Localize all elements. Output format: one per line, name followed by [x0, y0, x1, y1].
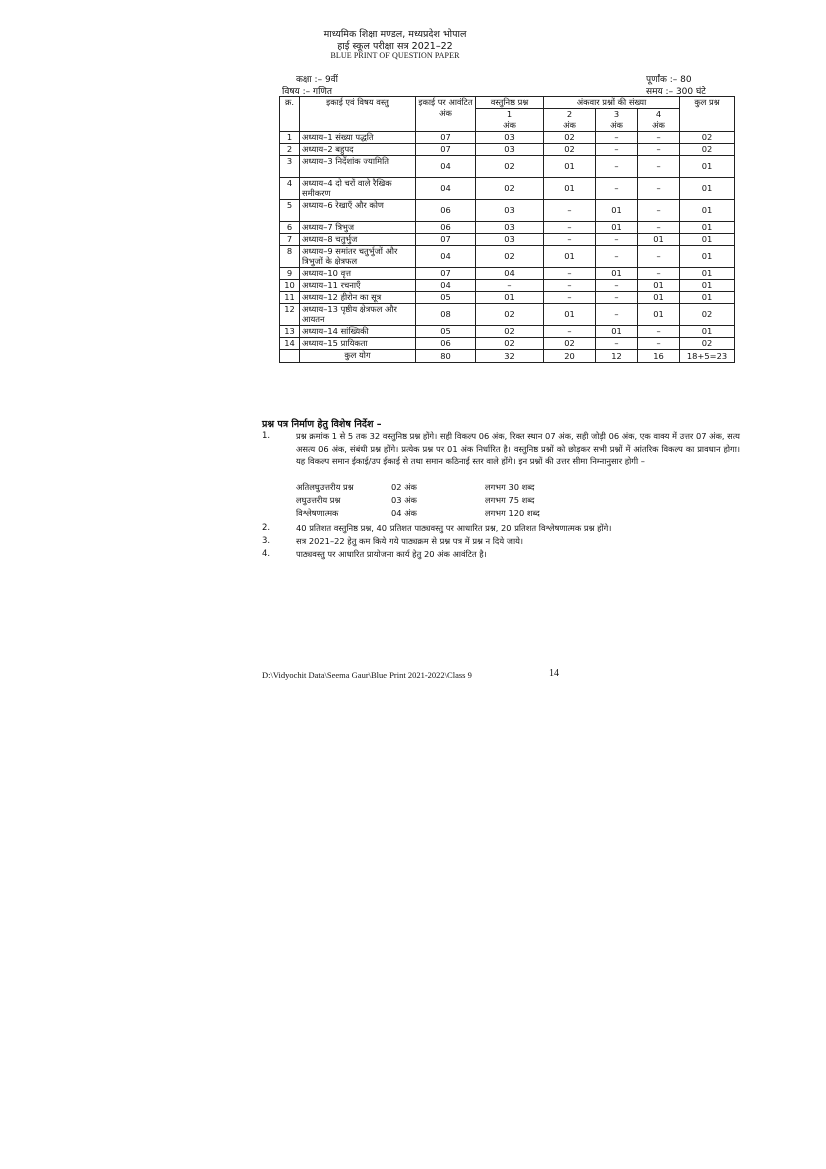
header-total: कुल प्रश्न [680, 97, 735, 132]
header-ank-1: अंक [476, 120, 544, 132]
row-m4: – [638, 325, 680, 337]
row-obj: 04 [476, 267, 544, 279]
row-alloc: 04 [416, 245, 476, 267]
limit-type-3: विश्लेषणात्मक [296, 508, 339, 518]
row-m3: – [596, 303, 638, 325]
header-mark-wise: अंकवार प्रश्नों की संख्या [544, 97, 680, 109]
row-unit: अध्याय–13 पृष्ठीय क्षेत्रफल और आयतन [300, 303, 416, 325]
class-label: कक्षा :– 9वीं [296, 75, 339, 85]
subject-label: विषय :– गणित [282, 87, 333, 97]
limit-marks-1: 02 अंक [391, 482, 417, 492]
row-obj: 02 [476, 303, 544, 325]
row-unit: अध्याय–12 हीरोन का सूत्र [300, 291, 416, 303]
row-m2: 01 [544, 245, 596, 267]
row-m2: – [544, 279, 596, 291]
document-title: BLUE PRINT OF QUESTION PAPER [330, 51, 460, 60]
row-m2: 02 [544, 337, 596, 349]
row-unit: अध्याय–6 रेखाएँ और कोण [300, 199, 416, 221]
row-alloc: 07 [416, 233, 476, 245]
row-alloc: 05 [416, 325, 476, 337]
row-unit: अध्याय–10 वृत्त [300, 267, 416, 279]
page-number: 14 [549, 668, 559, 679]
row-total: 02 [680, 337, 735, 349]
row-total: 01 [680, 233, 735, 245]
row-obj: 02 [476, 325, 544, 337]
row-m2: – [544, 199, 596, 221]
row-alloc: 08 [416, 303, 476, 325]
totals-total: 18+5=23 [680, 349, 735, 362]
limit-words-1: लगभग 30 शब्द [485, 482, 535, 492]
totals-m2: 20 [544, 349, 596, 362]
row-m4: – [638, 199, 680, 221]
instruction-number-3: 3. [262, 536, 271, 546]
instruction-text-2: 40 प्रतिशत वस्तुनिष्ठ प्रश्न, 40 प्रतिशत पाठ्यवस्तु पर आधारित प्रश्न, 20 प्रतिशत विश्लेषणात्मक प्रश्न होंगे। [296, 523, 612, 533]
totals-row [280, 349, 735, 362]
row-m3: – [596, 131, 638, 143]
row-m2: 01 [544, 155, 596, 177]
exam-session: हाई स्कूल परीक्षा सत्र 2021–22 [337, 41, 453, 52]
row-obj: 02 [476, 337, 544, 349]
limit-type-2: लघुउत्तरीय प्रश्न [296, 495, 341, 505]
table-row [280, 303, 735, 325]
row-alloc: 04 [416, 279, 476, 291]
totals-label: कुल योग [300, 349, 416, 362]
row-sno: 4 [280, 177, 300, 199]
row-unit: अध्याय–9 समांतर चतुर्भुजों और त्रिभुजों के क्षेत्रफल [300, 245, 416, 267]
row-m2: – [544, 291, 596, 303]
table-row [280, 233, 735, 245]
instruction-text-4: पाठ्यवस्तु पर आधारित प्रायोजना कार्य हेतु 20 अंक आवंटित है। [296, 549, 487, 559]
row-m4: 01 [638, 279, 680, 291]
totals-alloc: 80 [416, 349, 476, 362]
row-sno: 13 [280, 325, 300, 337]
row-m4: – [638, 131, 680, 143]
time-label: समय :– 300 घंटे [646, 87, 706, 97]
row-m3: 01 [596, 199, 638, 221]
row-sno: 8 [280, 245, 300, 267]
row-m3: – [596, 279, 638, 291]
row-m2: – [544, 267, 596, 279]
row-m3: – [596, 337, 638, 349]
row-total: 02 [680, 143, 735, 155]
row-unit: अध्याय–1 संख्या पद्धति [300, 131, 416, 143]
header-m3: 3 [596, 109, 638, 120]
row-m2: 02 [544, 143, 596, 155]
row-alloc: 07 [416, 143, 476, 155]
header-sno: क्र. [280, 97, 300, 132]
row-alloc: 06 [416, 221, 476, 233]
instructions-title: प्रश्न पत्र निर्माण हेतु विशेष निर्देश – [262, 419, 382, 430]
footer-file-path: D:\Vidyochit Data\Seema Gaur\Blue Print 2021-2022\Class 9 [262, 670, 472, 680]
table-row [280, 337, 735, 349]
row-unit: अध्याय–8 चतुर्भुज [300, 233, 416, 245]
row-obj: 01 [476, 291, 544, 303]
row-total: 01 [680, 177, 735, 199]
row-unit: अध्याय–15 प्रायिकता [300, 337, 416, 349]
row-obj: 03 [476, 199, 544, 221]
row-m2: 01 [544, 177, 596, 199]
row-total: 01 [680, 199, 735, 221]
max-marks-label: पूर्णांक :– 80 [646, 75, 692, 85]
row-total: 02 [680, 303, 735, 325]
row-m4: – [638, 155, 680, 177]
row-sno: 1 [280, 131, 300, 143]
row-unit: अध्याय–7 त्रिभुज [300, 221, 416, 233]
instruction-number-1: 1. [262, 431, 271, 441]
totals-m4: 16 [638, 349, 680, 362]
limit-type-1: अतिलघुउत्तरीय प्रश्न [296, 482, 354, 492]
row-alloc: 07 [416, 131, 476, 143]
row-m4: – [638, 267, 680, 279]
row-alloc: 06 [416, 199, 476, 221]
row-alloc: 05 [416, 291, 476, 303]
table-row [280, 245, 735, 267]
row-m3: 01 [596, 267, 638, 279]
table-row [280, 221, 735, 233]
row-alloc: 04 [416, 155, 476, 177]
row-obj: 03 [476, 143, 544, 155]
row-unit: अध्याय–14 सांख्यिकी [300, 325, 416, 337]
instruction-number-4: 4. [262, 549, 271, 559]
row-m4: – [638, 143, 680, 155]
instruction-number-2: 2. [262, 523, 271, 533]
table-row [280, 325, 735, 337]
row-sno: 5 [280, 199, 300, 221]
header-ank-4: अंक [638, 120, 680, 132]
row-m4: – [638, 221, 680, 233]
row-total: 01 [680, 325, 735, 337]
row-obj: 03 [476, 221, 544, 233]
row-sno: 11 [280, 291, 300, 303]
table-row [280, 291, 735, 303]
totals-m3: 12 [596, 349, 638, 362]
row-m4: 01 [638, 291, 680, 303]
row-total: 01 [680, 221, 735, 233]
table-row [280, 155, 735, 177]
limit-words-3: लगभग 120 शब्द [485, 508, 540, 518]
row-m2: 01 [544, 303, 596, 325]
row-obj: 03 [476, 131, 544, 143]
row-obj: 02 [476, 155, 544, 177]
row-total: 01 [680, 291, 735, 303]
row-total: 02 [680, 131, 735, 143]
row-m3: 01 [596, 221, 638, 233]
row-obj: – [476, 279, 544, 291]
row-alloc: 06 [416, 337, 476, 349]
table-row [280, 143, 735, 155]
table-row [280, 177, 735, 199]
row-alloc: 07 [416, 267, 476, 279]
row-obj: 03 [476, 233, 544, 245]
limit-words-2: लगभग 75 शब्द [485, 495, 535, 505]
table-row [280, 199, 735, 221]
row-sno: 6 [280, 221, 300, 233]
row-obj: 02 [476, 245, 544, 267]
row-unit: अध्याय–4 दो चरों वाले रैखिक समीकरण [300, 177, 416, 199]
row-m4: – [638, 177, 680, 199]
row-sno: 14 [280, 337, 300, 349]
row-m3: – [596, 177, 638, 199]
header-unit: इकाई एवं विषय वस्तु [300, 97, 416, 132]
row-obj: 02 [476, 177, 544, 199]
row-sno: 12 [280, 303, 300, 325]
header-ank-2: अंक [544, 120, 596, 132]
row-unit: अध्याय–3 निर्देशांक ज्यामिति [300, 155, 416, 177]
row-unit: अध्याय–11 रचनाएँ [300, 279, 416, 291]
header-ank-3: अंक [596, 120, 638, 132]
row-total: 01 [680, 155, 735, 177]
row-m3: – [596, 143, 638, 155]
row-m4: – [638, 337, 680, 349]
table-row [280, 267, 735, 279]
row-m3: 01 [596, 325, 638, 337]
row-m4: 01 [638, 303, 680, 325]
row-m3: – [596, 291, 638, 303]
row-total: 01 [680, 245, 735, 267]
header-m1: 1 [476, 109, 544, 120]
row-alloc: 04 [416, 177, 476, 199]
row-sno: 2 [280, 143, 300, 155]
instruction-text-3: सत्र 2021–22 हेतु कम किये गये पाठ्यक्रम से प्रश्न पत्र में प्रश्न न दिये जाये। [296, 536, 524, 546]
header-objective: वस्तुनिष्ठ प्रश्न [476, 97, 544, 109]
row-m3: – [596, 245, 638, 267]
row-total: 01 [680, 279, 735, 291]
header-m2: 2 [544, 109, 596, 120]
row-sno: 9 [280, 267, 300, 279]
board-name: माध्यमिक शिक्षा मण्डल, मध्यप्रदेश भोपाल [323, 29, 467, 40]
totals-obj: 32 [476, 349, 544, 362]
limit-marks-3: 04 अंक [391, 508, 417, 518]
row-m4: 01 [638, 233, 680, 245]
header-alloc: इकाई पर आवंटित अंक [416, 97, 476, 132]
row-m2: – [544, 325, 596, 337]
row-unit: अध्याय–2 बहुपद [300, 143, 416, 155]
limit-marks-2: 03 अंक [391, 495, 417, 505]
row-m3: – [596, 155, 638, 177]
table-row [280, 131, 735, 143]
row-m3: – [596, 233, 638, 245]
instruction-text-1: प्रश्न क्रमांक 1 से 5 तक 32 वस्तुनिष्ठ प्रश्न होंगे। सही विकल्प 06 अंक, रिक्त स्थान 07 अंक, सही जोड़ी 06 अंक, एक वाक्य में उत्तर 07 अंक, सत्य असत्य 06 अंक, संबंधी प्रश्न होंगे। प्रत्येक प्रश्न पर 01 अंक निर्धारित है। वस्तुनिष्ठ प्रश्नों को छोड़कर सभी प्रश्नों में आंतरिक विकल्प का प्रावधान होगा। यह विकल्प समान ईकाई/उप ईकाई से तथा समान कठिनाई स्तर वाले होंगे। इन प्रश्नों की उत्तर सीमा निम्नानुसार होगी – [296, 431, 740, 466]
blueprint-table [279, 96, 735, 363]
row-m2: 02 [544, 131, 596, 143]
row-sno: 3 [280, 155, 300, 177]
row-m2: – [544, 221, 596, 233]
row-sno: 7 [280, 233, 300, 245]
table-row [280, 279, 735, 291]
row-m4: – [638, 245, 680, 267]
row-sno: 10 [280, 279, 300, 291]
header-m4: 4 [638, 109, 680, 120]
row-m2: – [544, 233, 596, 245]
row-total: 01 [680, 267, 735, 279]
